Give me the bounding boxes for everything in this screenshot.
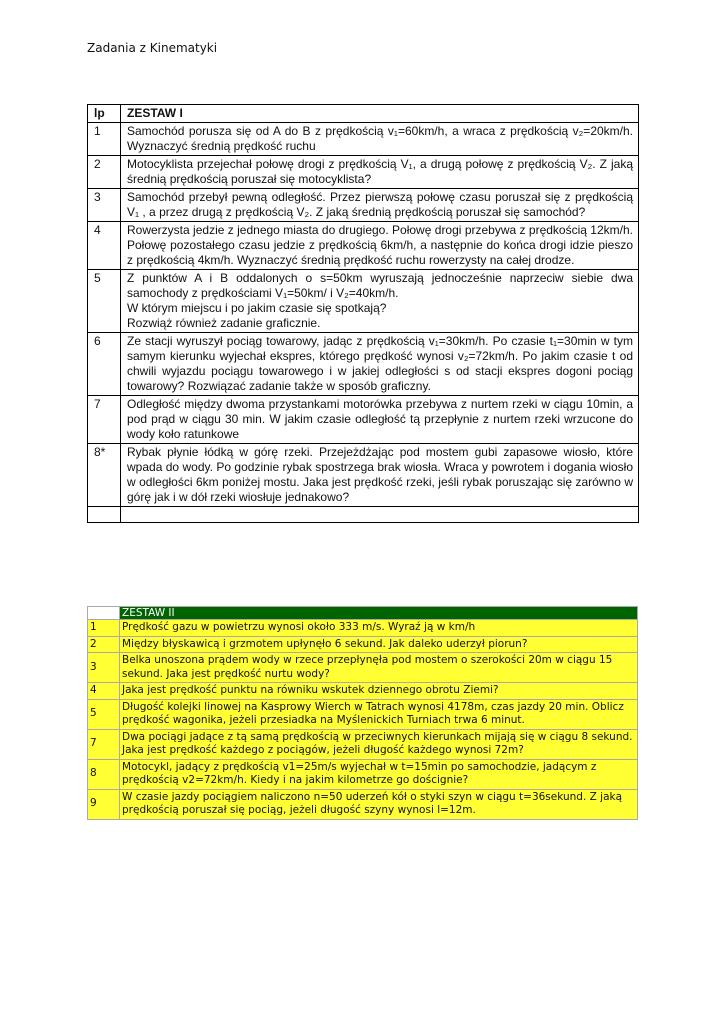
row-number: 5 — [88, 699, 120, 729]
task-text: Długość kolejki linowej na Kasprowy Wierch w Tatrach wynosi 4178m, czas jazdy 20 min. Oblicz prędkość wagonika, jeżeli przesiadka na Myślenickich Turniach trwa 6 minut. — [120, 699, 638, 729]
row-number: 5 — [88, 270, 121, 333]
task-text: Między błyskawicą i grzmotem upłynęło 6 sekund. Jak daleko uderzył piorun? — [120, 636, 638, 653]
row-number: 8 — [88, 759, 120, 789]
set2-header-row — [88, 607, 638, 620]
task-cell — [121, 270, 639, 333]
row-number: 1 — [88, 620, 120, 637]
table-row — [88, 396, 639, 444]
task-text: Prędkość gazu w powietrzu wynosi około 333 m/s. Wyraź ją w km/h — [120, 620, 638, 637]
table-row — [88, 636, 638, 653]
table-row — [88, 653, 638, 683]
table-row — [88, 156, 639, 189]
table-row — [88, 699, 638, 729]
table-row — [88, 729, 638, 759]
row-number: 6 — [88, 333, 121, 396]
table-row — [88, 759, 638, 789]
task-text-line: Rozwiąż również zadanie graficznie. — [127, 316, 321, 330]
table-row — [88, 189, 639, 222]
task-text: Motocyklista przejechał połowę drogi z prędkością V₁, a drugą połowę z prędkością V₂. Z jaką średnią prędkością poruszał się motocyklista? — [121, 156, 639, 189]
set1-table — [87, 104, 639, 523]
table-row — [88, 620, 638, 637]
row-number: 9 — [88, 789, 120, 819]
row-number: 7 — [88, 396, 121, 444]
set2-title: ZESTAW II — [120, 607, 638, 620]
row-number: 4 — [88, 222, 121, 270]
set1-header-row — [88, 105, 639, 123]
task-text: Z punktów A i B oddalonych o s=50km wyruszają jednocześnie naprzeciw siebie dwa samochody z prędkościami V₁=50km/ i V₂=40km/h. — [127, 271, 633, 300]
set2-table — [87, 606, 638, 820]
set2-corner-cell — [88, 607, 120, 620]
set1-title: ZESTAW I — [121, 105, 639, 123]
task-text: Rybak płynie łódką w górę rzeki. Przejeżdżając pod mostem gubi zapasowe wiosło, które wpada do wody. Po godzinie rybak spostrzega brak wiosła. Wraca y powrotem i dogania wiosło w odległości 6km poniżej mostu. Jaka jest prędkość rzeki, jeśli rybak poruszając się zarówno w górę jak i w dół rzeki wiosłuje jednakowo? — [121, 444, 639, 507]
task-text: Samochód porusza się od A do B z prędkością v₁=60km/h, a wraca z prędkością v₂=20km/h. Wyznaczyć średnią prędkość ruchu — [121, 123, 639, 156]
table-row — [88, 123, 639, 156]
row-number: 1 — [88, 123, 121, 156]
row-number: 2 — [88, 636, 120, 653]
table-row — [88, 333, 639, 396]
table-row — [88, 789, 638, 819]
task-text: Belka unoszona prądem wody w rzece przepłynęła pod mostem o szerokości 20m w ciągu 15 sekund. Jaka jest prędkość nurtu wody? — [120, 653, 638, 683]
table-row — [88, 270, 639, 333]
table-row — [88, 222, 639, 270]
row-number: 4 — [88, 683, 120, 700]
task-text: Dwa pociągi jadące z tą samą prędkością w przeciwnych kierunkach mijają się w ciągu 8 sekund. Jaka jest prędkość każdego z pociągów, jeżeli długość każdego wynosi 72m? — [120, 729, 638, 759]
task-text: Odległość między dwoma przystankami motorówka przebywa z nurtem rzeki w ciągu 10min, a pod prąd w ciągu 30 min. W jakim czasie odległość tą przepłynie z nurtem rzeki wrzucone do wody koło ratunkowe — [121, 396, 639, 444]
task-text: W czasie jazdy pociągiem naliczono n=50 uderzeń kół o styki szyn w ciągu t=36sekund. Z jaką prędkością poruszał się pociąg, jeżeli długość szyny wynosi l=12m. — [120, 789, 638, 819]
empty-cell — [88, 507, 121, 523]
row-number: 3 — [88, 653, 120, 683]
table-row — [88, 444, 639, 507]
table-row — [88, 683, 638, 700]
empty-row — [88, 507, 639, 523]
task-text: Jaka jest prędkość punktu na równiku wskutek dziennego obrotu Ziemi? — [120, 683, 638, 700]
page-header: Zadania z Kinematyki — [87, 41, 218, 55]
set1-col-lp: lp — [88, 105, 121, 123]
task-text: Motocykl, jadący z prędkością v1=25m/s wyjechał w t=15min po samochodzie, jadącym z prędkością v2=72km/h. Kiedy i na jakim kilometrze go doścignie? — [120, 759, 638, 789]
task-text: Samochód przebył pewną odległość. Przez pierwszą połowę czasu poruszał się z prędkością V₁ , a przez drugą z prędkością V₂. Z jaką średnią prędkością poruszał się samochód? — [121, 189, 639, 222]
task-text: Ze stacji wyruszył pociąg towarowy, jadąc z prędkością v₁=30km/h. Po czasie t₁=30min w tym samym kierunku wyjechał ekspres, którego prędkość wynosi v₂=72km/h. Po jakim czasie t od chwili wyjazdu pociągu towarowego i w jakiej odległości s od stacji ekspres dogoni pociąg towarowy? Rozwiązać zadanie także w sposób graficzny. — [121, 333, 639, 396]
row-number: 8* — [88, 444, 121, 507]
task-text-line: W którym miejscu i po jakim czasie się spotkają? — [127, 301, 387, 315]
row-number: 7 — [88, 729, 120, 759]
empty-cell — [121, 507, 639, 523]
row-number: 3 — [88, 189, 121, 222]
row-number: 2 — [88, 156, 121, 189]
task-text: Rowerzysta jedzie z jednego miasta do drugiego. Połowę drogi przebywa z prędkością 12km/h. Połowę pozostałego czasu jedzie z prędkością 6km/h, a następnie do końca drogi idzie pieszo z prędkością 4km/h. Wyznaczyć średnią prędkość ruchu rowerzysty na całej drodze. — [121, 222, 639, 270]
